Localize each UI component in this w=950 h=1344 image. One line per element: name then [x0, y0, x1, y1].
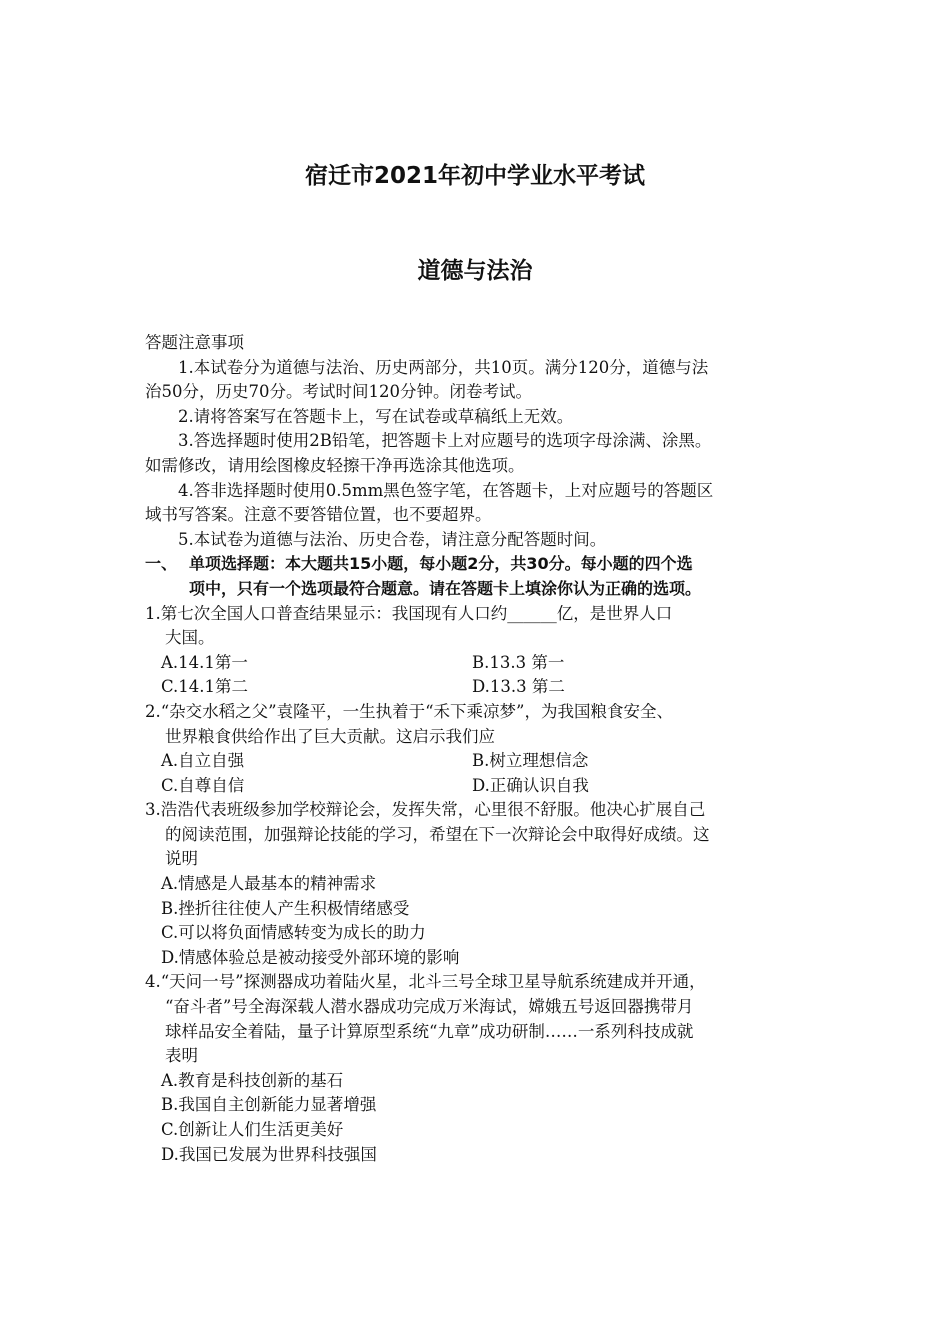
question-4-stem-line-3: 球样品安全着陆，量子计算原型系统“九章”成功研制……一系列科技成就 [165, 1021, 694, 1041]
notice-item-3-line-2: 如需修改，请用绘图橡皮轻擦干净再选涂其他选项。 [145, 455, 525, 475]
question-1-stem-line-2: 大国。 [165, 628, 215, 648]
notice-item-2: 2.请将答案写在答题卡上，写在试卷或草稿纸上无效。 [178, 406, 574, 426]
option-d: D.13.3 第二 [472, 677, 565, 697]
notice-section [145, 331, 810, 552]
question-1-options-row-1 [145, 651, 810, 676]
option-d: D.我国已发展为世界科技强国 [161, 1144, 377, 1164]
notice-item-5: 5.本试卷为道德与法治、历史合卷，请注意分配答题时间。 [178, 529, 607, 549]
option-a: A.自立自强 [161, 751, 245, 771]
question-4 [145, 970, 810, 1167]
notice-item-3-line-1: 3.答选择题时使用2B铅笔，把答题卡上对应题号的选项字母涂满、涂黑。 [178, 431, 712, 451]
question-3-stem-line-3: 说明 [165, 849, 198, 869]
section-1-heading [145, 552, 810, 601]
option-a: A.情感是人最基本的精神需求 [161, 874, 377, 894]
question-3-stem-line-1: 3.浩浩代表班级参加学校辩论会，发挥失常，心里很不舒服。他决心扩展自己 [145, 800, 706, 820]
notice-item-1-line-1: 1.本试卷分为道德与法治、历史两部分，共10页。满分120分，道德与法 [178, 357, 709, 377]
option-c: C.14.1第二 [161, 677, 249, 697]
question-3 [145, 798, 810, 970]
option-d: D.正确认识自我 [472, 775, 589, 795]
question-1-options-row-2 [145, 675, 810, 700]
question-1-stem-line-1: 1.第七次全国人口普查结果显示：我国现有人口约______亿，是世界人口 [145, 603, 673, 623]
notice-item-1-line-2: 治50分，历史70分。考试时间120分钟。闭卷考试。 [145, 382, 532, 402]
option-b: B.我国自主创新能力显著增强 [161, 1095, 377, 1115]
section-1-number: 一、 [145, 554, 178, 574]
question-2-stem-line-1: 2.“杂交水稻之父”袁隆平，一生执着于“禾下乘凉梦”，为我国粮食安全、 [145, 701, 673, 721]
option-c: C.可以将负面情感转变为成长的助力 [161, 923, 426, 943]
question-1 [145, 602, 810, 700]
notice-item-4-line-1: 4.答非选择题时使用0.5mm黑色签字笔，在答题卡，上对应题号的答题区 [178, 480, 714, 500]
section-1-line-2: 项中，只有一个选项最符合题意。请在答题卡上填涂你认为正确的选项。 [189, 578, 702, 598]
question-3-stem-line-2: 的阅读范围，加强辩论技能的学习，希望在下一次辩论会中取得好成绩。这 [165, 824, 710, 844]
option-b: B.树立理想信念 [472, 751, 589, 771]
option-c: C.自尊自信 [161, 775, 245, 795]
question-4-stem-line-4: 表明 [165, 1046, 198, 1066]
question-2-options-row-2 [145, 774, 810, 799]
option-a: A.14.1第一 [161, 652, 248, 672]
section-1-line-1: 单项选择题：本大题共15小题，每小题2分，共30分。每小题的四个选 [189, 554, 693, 574]
question-4-stem-line-1: 4.“天问一号”探测器成功着陆火星，北斗三号全球卫星导航系统建成并开通， [145, 972, 706, 992]
question-4-stem-line-2: “奋斗者”号全海深载人潜水器成功完成万米海试，嫦娥五号返回器携带月 [165, 997, 694, 1017]
option-b: B.挫折往往使人产生积极情绪感受 [161, 898, 410, 918]
exam-body [145, 331, 810, 1167]
question-2-options-row-1 [145, 749, 810, 774]
notice-item-4-line-2: 域书写答案。注意不要答错位置，也不要超界。 [145, 505, 492, 525]
option-a: A.教育是科技创新的基石 [161, 1070, 344, 1090]
option-d: D.情感体验总是被动接受外部环境的影响 [161, 947, 460, 967]
notice-heading: 答题注意事项 [145, 333, 244, 352]
exam-title: 宿迁市2021年初中学业水平考试 [304, 163, 645, 189]
option-b: B.13.3 第一 [472, 652, 565, 672]
question-2 [145, 700, 810, 798]
question-2-stem-line-2: 世界粮食供给作出了巨大贡献。这启示我们应 [165, 726, 495, 746]
option-c: C.创新让人们生活更美好 [161, 1120, 344, 1139]
subject-title: 道德与法治 [417, 258, 533, 284]
